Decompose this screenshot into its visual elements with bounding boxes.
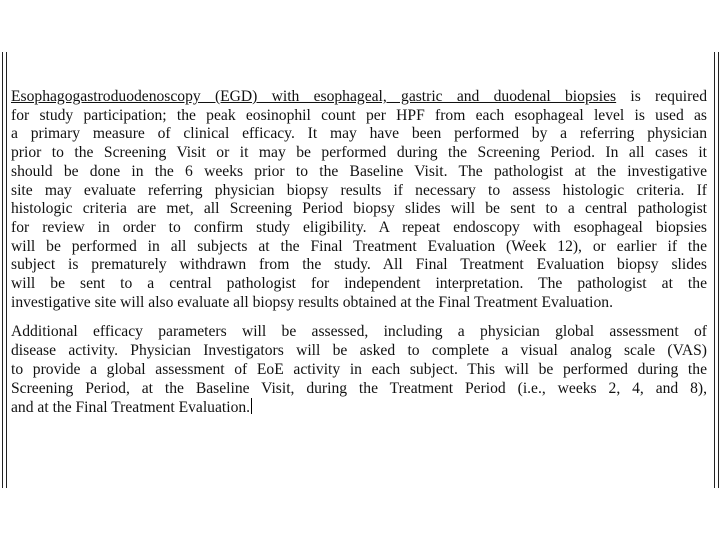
text-line: investigative site will also evaluate all biopsy results obtained at the Final Treatment Evaluation. (11, 293, 613, 311)
text-cursor (251, 398, 252, 414)
text-line: subject is prematurely withdrawn from the study. All Final Treatment Evaluation biopsy slides (11, 256, 707, 274)
paragraph-egd-biopsies (11, 88, 707, 312)
left-border-inner (6, 52, 7, 488)
document-body[interactable] (11, 88, 707, 418)
left-border-outer (2, 52, 3, 488)
text-line: Screening Period, at the Baseline Visit, during the Treatment Period (i.e., weeks 2, 4, and 8), (11, 379, 707, 397)
text-line: should be done in the 6 weeks prior to the Baseline Visit. The pathologist at the investigative (11, 162, 707, 180)
text-line: disease activity. Physician Investigators will be asked to complete a visual analog scale (VAS) (11, 342, 707, 360)
right-border-inner (714, 52, 715, 488)
text-line: a primary measure of clinical efficacy. It may have been performed by a referring physician (11, 125, 707, 143)
text-line: to provide a global assessment of EoE activity in each subject. This will be performed during the (11, 360, 707, 378)
text-line: will be sent to a central pathologist for independent interpretation. The pathologist at the (11, 275, 707, 293)
egd-term: Esophagogastroduodenoscopy (EGD) with esophageal, gastric and duodenal biopsies (11, 88, 617, 105)
text-line: site may evaluate referring physician biopsy results if necessary to assess histologic criteria. If (11, 181, 707, 199)
text-line: prior to the Screening Visit or it may be performed during the Screening Period. In all cases it (11, 144, 707, 162)
paragraph-efficacy-parameters (11, 323, 707, 418)
right-border-outer (718, 52, 719, 488)
text-line: and at the Final Treatment Evaluation. (11, 399, 251, 417)
text-line: Esophagogastroduodenoscopy (EGD) with esophageal, gastric and duodenal biopsies is required (11, 88, 707, 105)
text-line: Additional efficacy parameters will be assessed, including a physician global assessment of (11, 323, 707, 341)
text-line: for study participation; the peak eosinophil count per HPF from each esophageal level is used as (11, 106, 707, 124)
text-line: for review in order to confirm study eligibility. A repeat endoscopy with esophageal biopsies (11, 218, 707, 236)
text-line: will be performed in all subjects at the Final Treatment Evaluation (Week 12), or earlier if the (11, 237, 707, 255)
text-line: histologic criteria are met, all Screening Period biopsy slides will be sent to a central pathologist (11, 200, 707, 218)
